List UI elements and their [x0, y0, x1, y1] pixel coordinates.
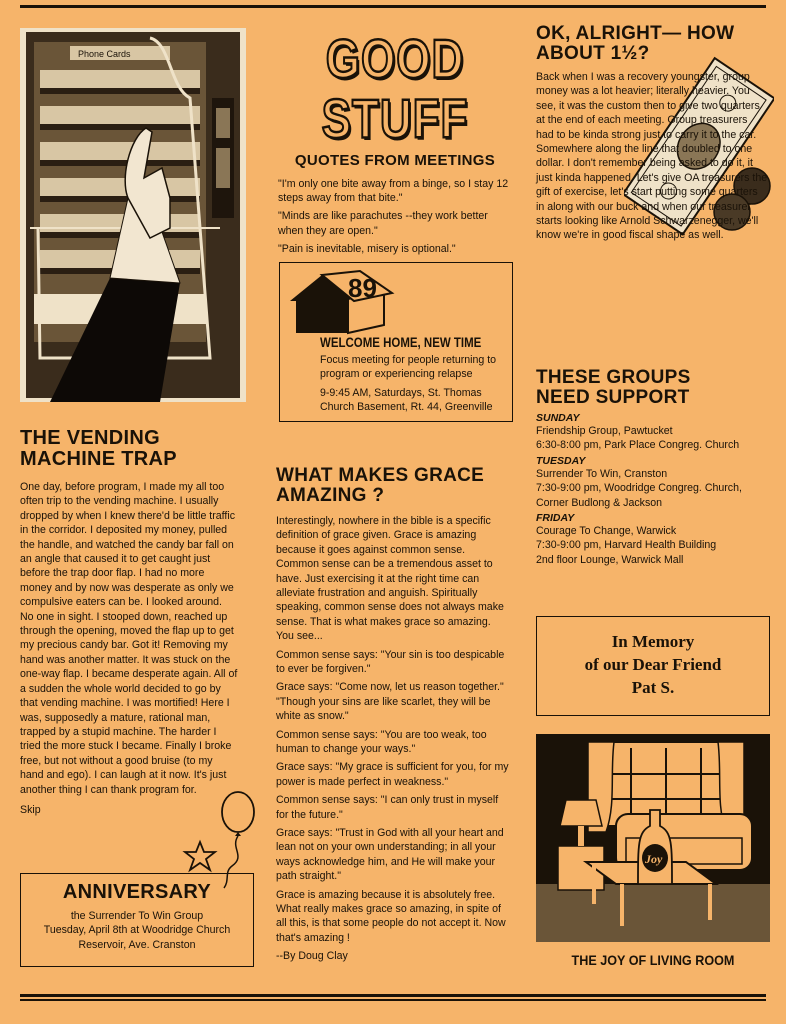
welcome-line1: Focus meeting for people returning to program or experiencing relapse: [320, 354, 497, 381]
welcome-title: WELCOME HOME, NEW TIME: [320, 335, 482, 350]
grace-para-5: Grace says: "My grace is sufficient for you, for my power is made perfect in weakness.": [276, 761, 509, 788]
quote-3: "Pain is inevitable, misery is optional.": [278, 243, 456, 256]
living-room-illustration: [536, 734, 770, 942]
bottle-label: Joy: [645, 852, 663, 866]
grace-para-4: Common sense says: "You are too weak, too human to change your ways.": [276, 728, 487, 755]
ok-body: Back when I was a recovery youngster, group money was a lot heavier; literally heavier. You see, it was the custom then to give two quarters at the end of each meeting. Group treasurers had to be kinda strong just to carry it to the car. Somewhere along the line that doubled to one dollar. I don't remember being asked to do it, it just kinda happened. Let's give OA treasurers the gift of exercise, let's start putting some quarters in along with our buck and when our treasurer starts looking like Arnold Schwarzenegger, we'll know we're in good fiscal shape as well.: [536, 70, 768, 242]
memory-box: [536, 616, 770, 716]
groups-day-tuesday: TUESDAY: [536, 454, 586, 467]
vending-title-line1: THE VENDING: [20, 427, 160, 449]
grace-para-1: Interestingly, nowhere in the bible is a specific definition of grace given. Grace is amazing because it goes against common sense. Common sense can be a tremendous asset to have. Just exercising it at the right time can alleviate frustration and anguish. Spiritually speaking, common sense does not always make sense. That is what makes grace so amazing. You see...: [276, 514, 504, 643]
grace-title-line2: AMAZING ?: [276, 484, 385, 506]
groups-title: [536, 368, 772, 408]
groups-tuesday-line1: Surrender To Win, Cranston: [536, 467, 668, 480]
anniversary-line3: Reservoir, Ave. Cranston: [78, 938, 196, 951]
memory-line2: of our Dear Friend: [584, 654, 722, 674]
good-stuff-title: GOOD STUFF: [321, 28, 469, 151]
ok-title: [536, 24, 772, 64]
living-room-caption: THE JOY OF LIVING ROOM: [571, 952, 735, 968]
anniversary-title: ANNIVERSARY: [62, 881, 212, 903]
balloon-icon: [222, 792, 254, 832]
vending-title: [20, 428, 256, 470]
vending-body: One day, before program, I made my all too often trip to the vending machine. I usually dropped by when I knew there'd be little traffic in the corridor. I deposited my money, pulled the handle, and watched the candy bar fall on an angle that caused it to get caught just before the trap door flap. I had no more money and by now was desperate as only we compulsive eaters can be. I looked around. No one in sight. I stooped down, reached up through the opening, moved the flap up to get my precious candy bar. Got it! Removing my hand was another matter. It was stuck on the one-way flap. I became desperate again. All of a sudden the whole world decided to go by that vending machine. I was mortified! Here I was, supposedly a mature, rational man, trapped by a stupid machine. The harder I tried the more stuck I became. Finally I broke free, but not without a good bruise (to my hand and ego). I can laugh at it now. It's just another thing I can thank program for.: [20, 481, 238, 796]
phone-cards-sign: Phone Cards: [78, 49, 131, 59]
grace-byline: --By Doug Clay: [276, 950, 348, 963]
grace-para-8: Grace is amazing because it is absolutely free. What really makes grace so amazing, in spite of all this, is that some people do not accept it. Now that's amazing !: [276, 888, 506, 944]
grace-title-line1: WHAT MAKES GRACE: [276, 465, 485, 486]
groups-sunday-line2: 6:30-8:00 pm, Park Place Congreg. Church: [536, 439, 740, 452]
vending-title-line2: MACHINE TRAP: [20, 448, 177, 470]
groups-tuesday-line2: 7:30-9:00 pm, Woodridge Congreg. Church,: [536, 482, 742, 495]
house-number: 89: [348, 273, 377, 303]
anniversary-box: [20, 873, 254, 967]
groups-tuesday-line3: Corner Budlong & Jackson: [536, 496, 663, 509]
groups-title-line1: THESE GROUPS: [536, 367, 691, 388]
anniversary-line2: Tuesday, April 8th at Woodridge Church: [43, 924, 231, 937]
memory-line3: Pat S.: [631, 677, 675, 697]
groups-sunday-line1: Friendship Group, Pawtucket: [536, 424, 673, 437]
vending-signature: Skip: [20, 803, 41, 816]
quote-2: "Minds are like parachutes --they work better when they are open.": [278, 210, 488, 237]
groups-day-friday: FRIDAY: [536, 511, 575, 524]
vending-machine-illustration: [20, 28, 246, 402]
bottom-rule-thick: [20, 994, 766, 997]
house-icon: [288, 269, 398, 337]
groups-day-sunday: SUNDAY: [536, 411, 580, 424]
grace-para-2: Common sense says: "Your sin is too despicable to ever be forgiven.": [276, 648, 505, 675]
ok-title-line2: ABOUT 1½?: [536, 42, 650, 64]
welcome-home-box: [279, 262, 513, 422]
groups-friday-line3: 2nd floor Lounge, Warwick Mall: [536, 553, 684, 566]
grace-title: [276, 466, 514, 506]
groups-friday-line1: Courage To Change, Warwick: [536, 524, 677, 537]
welcome-line2: 9-9:45 AM, Saturdays, St. Thomas Church Basement, Rt. 44, Greenville: [320, 386, 493, 414]
memory-line1: In Memory: [611, 632, 695, 651]
bottom-rule-thin: [20, 999, 766, 1001]
groups-title-line2: NEED SUPPORT: [536, 386, 690, 408]
star-icon: [185, 842, 215, 870]
anniversary-line1: the Surrender To Win Group: [70, 910, 204, 922]
groups-friday-line2: 7:30-9:00 pm, Harvard Health Building: [536, 539, 717, 552]
grace-para-3: Grace says: "Come now, let us reason together." "Though your sins are like scarlet, they will be white as snow.": [276, 681, 504, 723]
top-rule: [20, 5, 766, 8]
quote-1: "I'm only one bite away from a binge, so I stay 12 steps away from that bite.": [278, 177, 509, 204]
good-stuff-subtitle: QUOTES FROM MEETINGS: [294, 151, 496, 169]
grace-para-7: Grace says: "Trust in God with all your heart and lean not on your own understanding; in all your ways acknowledge him, and He will make your path straight.": [276, 827, 504, 883]
ok-title-line1: OK, ALRIGHT— HOW: [536, 23, 735, 44]
grace-para-6: Common sense says: "I can only trust in myself for the future.": [276, 794, 499, 821]
